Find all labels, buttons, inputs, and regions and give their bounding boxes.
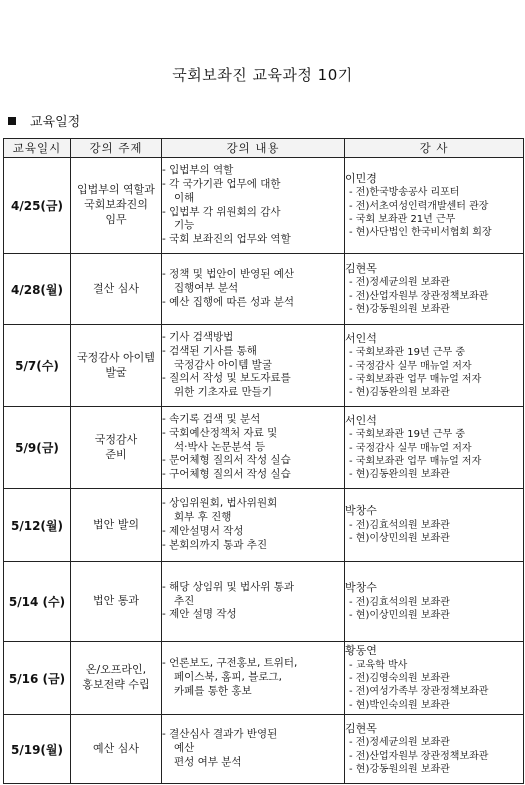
table-row (4, 489, 524, 562)
instructor-name: 이민경 (345, 171, 377, 185)
content-line: - 상임위원회, 법사위원회 (162, 497, 278, 510)
instructor-line: - 국회보좌관 업무 매뉴얼 저자 (349, 455, 482, 467)
session-instructor (345, 325, 524, 407)
session-date: 4/25(금) (4, 158, 71, 254)
content-line: 위한 기초자료 만들기 (174, 386, 272, 399)
instructor-line: - 전)한국방송공사 리포터 (349, 187, 460, 199)
content-line: - 국회예산정책처 자료 및 (162, 426, 278, 439)
session-date: 5/14 (수) (4, 562, 71, 642)
session-date: 5/19(월) (4, 715, 71, 784)
header-content: 강의 내용 (162, 139, 345, 158)
topic-line: 임무 (105, 212, 127, 226)
table-row (4, 325, 524, 407)
instructor-name: 김현목 (345, 261, 377, 275)
session-topic (71, 715, 162, 784)
topic-line: 예산 심사 (92, 741, 139, 755)
topic-line: 발굴 (105, 365, 127, 379)
content-line: - 속기록 검색 및 분석 (162, 412, 261, 425)
content-line: - 검색된 기사를 통해 (162, 344, 257, 357)
session-instructor (345, 407, 524, 489)
content-line: 집행여부 분석 (174, 282, 239, 295)
table-row (4, 407, 524, 489)
section-heading (8, 111, 80, 130)
session-topic (71, 489, 162, 562)
schedule-table (3, 138, 524, 784)
content-line: - 질의서 작성 및 보도자료를 (162, 372, 291, 385)
table-row (4, 642, 524, 715)
content-line: - 언론보도, 구전홍보, 트위터, (162, 657, 298, 670)
session-content (162, 407, 345, 489)
instructor-line: - 국회 보좌관 21년 근무 (349, 213, 456, 225)
instructor-line: - 현)이상민의원 보좌관 (349, 609, 450, 621)
table-row (4, 715, 524, 784)
topic-line: 법안 발의 (92, 517, 139, 531)
session-content (162, 158, 345, 254)
instructor-line: - 현)강동원의원 보좌관 (349, 303, 450, 315)
session-date: 5/7(수) (4, 325, 71, 407)
header-date: 교육일시 (4, 139, 71, 158)
instructor-line: - 국정감사 실무 매뉴얼 저자 (349, 442, 472, 454)
content-line: 이해 (174, 191, 195, 204)
topic-line: 국회보좌진의 (84, 198, 148, 212)
session-content (162, 254, 345, 325)
instructor-line: - 전)산업자원부 장관정책보좌관 (349, 290, 489, 302)
instructor-line: - 국정감사 실무 매뉴얼 저자 (349, 360, 472, 372)
content-line: 회부 후 진행 (174, 511, 232, 524)
content-line: - 예산 집행에 따른 성과 분석 (162, 295, 295, 308)
instructor-line: - 국회보좌관 업무 매뉴얼 저자 (349, 373, 482, 385)
instructor-name: 서인석 (345, 331, 377, 345)
content-line: - 해당 상임위 및 법사위 통과 (162, 580, 295, 593)
instructor-line: - 현)김동완의원 보좌관 (349, 387, 450, 399)
session-instructor (345, 642, 524, 715)
topic-line: 국정감사 아이템 (77, 350, 155, 364)
instructor-line: - 현)강동원의원 보좌관 (349, 763, 450, 775)
section-title: 교육일정 (30, 115, 81, 130)
instructor-line: - 현)박인숙의원 보좌관 (349, 699, 450, 711)
document-title: 국회보좌진 교육과정 10기 (172, 66, 353, 84)
content-line: - 입법부 각 위원회의 감사 (162, 205, 281, 218)
session-instructor (345, 715, 524, 784)
session-date: 5/12(월) (4, 489, 71, 562)
session-content (162, 562, 345, 642)
content-line: 예산 (174, 742, 195, 755)
square-bullet-icon (8, 117, 16, 125)
content-line: - 기사 검색방법 (162, 330, 234, 343)
instructor-line: - 전)정세균의원 보좌관 (349, 737, 450, 749)
instructor-line: - 전)여성가족부 장관정책보좌관 (349, 686, 489, 698)
session-topic (71, 642, 162, 715)
session-topic (71, 158, 162, 254)
instructor-line: - 전)김영숙의원 보좌관 (349, 673, 450, 685)
instructor-name: 서인석 (345, 413, 377, 427)
content-line: 기능 (174, 219, 195, 232)
instructor-name: 김현목 (345, 721, 377, 735)
header-topic: 강의 주제 (71, 139, 162, 158)
content-line: 국정감사 아이템 발굴 (174, 358, 272, 371)
session-content (162, 642, 345, 715)
session-topic (71, 325, 162, 407)
content-line: - 문어체형 질의서 작성 실습 (162, 454, 291, 467)
topic-line: 입법부의 역할과 (77, 183, 155, 197)
table-row (4, 562, 524, 642)
instructor-line: - 전)정세균의원 보좌관 (349, 277, 450, 289)
topic-line: 법안 통과 (92, 594, 139, 608)
instructor-line: - 국회보좌관 19년 근무 중 (349, 347, 465, 359)
session-content (162, 715, 345, 784)
instructor-line: - 현)사단법인 한국비서협회 회장 (349, 227, 492, 239)
topic-line: 준비 (105, 447, 127, 461)
content-line: 추진 (174, 594, 195, 607)
instructor-line: - 국회보좌관 19년 근무 중 (349, 429, 465, 441)
content-line: 카페를 통한 홍보 (174, 684, 252, 697)
instructor-line: - 현)김동완의원 보좌관 (349, 469, 450, 481)
session-instructor (345, 158, 524, 254)
instructor-name: 박창수 (345, 504, 377, 518)
instructor-line: - 전)서초여성인력개발센터 관장 (349, 200, 489, 212)
content-line: - 국회 보좌진의 업무와 역할 (162, 233, 291, 246)
session-instructor (345, 254, 524, 325)
table-row (4, 254, 524, 325)
session-content (162, 489, 345, 562)
instructor-name: 박창수 (345, 580, 377, 594)
content-line: - 구어체형 질의서 작성 실습 (162, 468, 291, 481)
topic-line: 결산 심사 (92, 281, 139, 295)
content-line: - 입법부의 역할 (162, 163, 234, 176)
content-line: 편성 여부 분석 (174, 755, 242, 768)
instructor-line: - 현)이상민의원 보좌관 (349, 533, 450, 545)
content-line: - 본회의까지 통과 추진 (162, 538, 268, 551)
topic-line: 국정감사 (94, 432, 138, 446)
session-topic (71, 407, 162, 489)
instructor-line: - 전)김효석의원 보좌관 (349, 596, 450, 608)
session-date: 5/9(금) (4, 407, 71, 489)
content-line: 페이스북, 홈피, 블로그, (174, 671, 282, 684)
instructor-line: - 전)산업자원부 장관정책보좌관 (349, 750, 489, 762)
session-date: 5/16 (금) (4, 642, 71, 715)
topic-line: 홍보전략 수립 (82, 678, 150, 691)
session-instructor (345, 562, 524, 642)
content-line: - 정책 및 법안이 반영된 예산 (162, 268, 295, 281)
instructor-line: - 전)김효석의원 보좌관 (349, 520, 450, 532)
session-instructor (345, 489, 524, 562)
table-row (4, 158, 524, 254)
session-content (162, 325, 345, 407)
session-topic (71, 254, 162, 325)
table-header-row (4, 139, 524, 158)
content-line: 석·박사 논문분석 등 (174, 440, 266, 453)
instructor-line: - 교육학 박사 (349, 659, 408, 671)
session-topic (71, 562, 162, 642)
content-line: - 결산심사 결과가 반영된 (162, 728, 278, 741)
content-line: - 제안 설명 작성 (162, 608, 237, 621)
instructor-name: 황동연 (345, 644, 377, 658)
content-line: - 제안설명서 작성 (162, 525, 244, 537)
header-instructor: 강 사 (345, 139, 524, 158)
content-line: - 각 국가기관 업무에 대한 (162, 177, 281, 190)
session-date: 4/28(월) (4, 254, 71, 325)
topic-line: 온/오프라인, (85, 663, 147, 677)
